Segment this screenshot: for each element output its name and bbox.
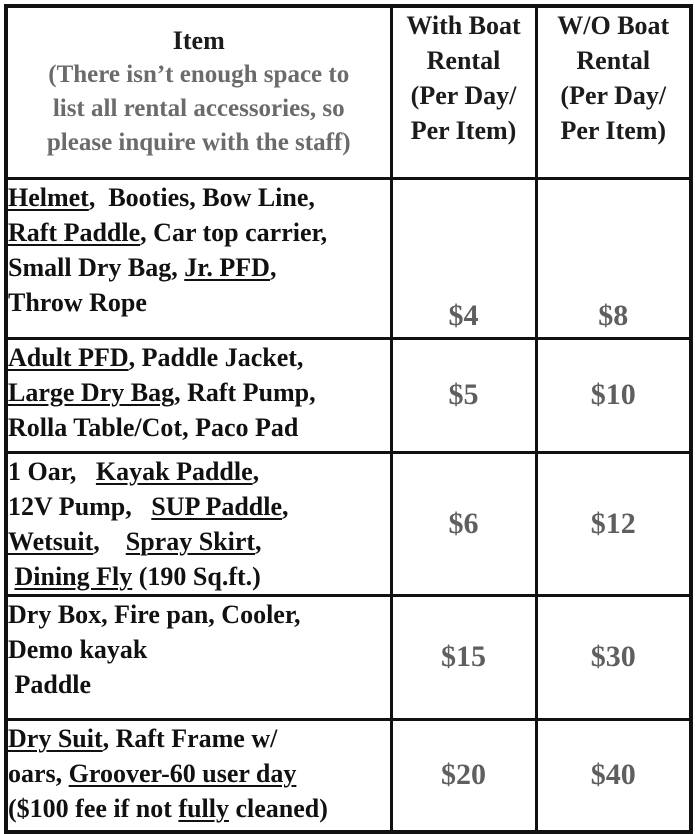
item-text: , xyxy=(255,526,262,556)
table-row xyxy=(6,452,691,595)
item-text: Small Dry Bag, xyxy=(8,252,185,282)
without-boat-column-header xyxy=(536,6,691,178)
item-line xyxy=(8,340,390,375)
item-text: cleaned) xyxy=(228,793,328,823)
item-list-cell xyxy=(6,338,391,452)
item-header-note-line: please inquire with the staff) xyxy=(46,129,351,157)
item-name-underlined: Adult PFD xyxy=(8,342,129,372)
item-list-cell xyxy=(6,178,391,338)
item-header-note-line: list all rental accessories, so xyxy=(52,95,345,123)
item-line xyxy=(8,721,390,756)
without-boat-price: $12 xyxy=(536,452,691,595)
item-text: Demo kayak xyxy=(8,634,148,664)
item-name-underlined: Large Dry Bag xyxy=(8,377,175,407)
item-list-cell xyxy=(6,452,391,595)
without-boat-price: $10 xyxy=(536,338,691,452)
item-text: , xyxy=(269,252,277,282)
item-name-underlined: fully xyxy=(178,793,229,823)
without-boat-header-line: Rental xyxy=(576,46,651,75)
with-boat-header-line: Per Item) xyxy=(410,116,517,145)
item-name-underlined: Dining Fly xyxy=(14,561,133,591)
item-text: , Raft Frame w/ xyxy=(102,723,278,753)
item-line xyxy=(8,410,390,445)
item-text: , Raft Pump, xyxy=(174,377,316,407)
item-line xyxy=(8,375,390,410)
item-name-underlined: Raft Paddle xyxy=(8,217,141,247)
item-text: (190 Sq.ft.) xyxy=(132,561,261,591)
with-boat-price: $4 xyxy=(391,178,536,338)
item-line xyxy=(8,597,390,632)
with-boat-price: $15 xyxy=(391,595,536,719)
item-text: ($100 fee if not xyxy=(8,793,179,823)
item-line xyxy=(8,791,390,826)
item-line xyxy=(8,756,390,791)
item-name-underlined: Jr. PFD xyxy=(184,252,270,282)
without-boat-header-line: W/O Boat xyxy=(557,11,670,40)
without-boat-price: $30 xyxy=(536,595,691,719)
item-text: 1 Oar, xyxy=(8,456,96,486)
item-text: 12V Pump, xyxy=(8,491,152,521)
without-boat-header-line: (Per Day/ xyxy=(560,81,667,110)
item-line xyxy=(8,215,390,250)
header-row xyxy=(6,6,691,178)
with-boat-price: $20 xyxy=(391,719,536,832)
item-line xyxy=(8,667,390,702)
item-text: Dry Box, Fire pan, Cooler, xyxy=(8,599,301,629)
with-boat-header-line: (Per Day/ xyxy=(410,81,517,110)
item-header-title: Item xyxy=(172,26,225,56)
item-text: , Paddle Jacket, xyxy=(128,342,304,372)
item-text: , xyxy=(282,491,289,521)
item-name-underlined: Dry Suit xyxy=(8,723,103,753)
item-line xyxy=(8,285,390,320)
item-list-cell xyxy=(6,595,391,719)
item-text: Paddle xyxy=(8,669,92,699)
without-boat-price: $8 xyxy=(536,178,691,338)
table-row xyxy=(6,595,691,719)
without-boat-price: $40 xyxy=(536,719,691,832)
with-boat-header-line: With Boat xyxy=(406,11,521,40)
item-name-underlined: Wetsuit xyxy=(8,526,94,556)
with-boat-column-header xyxy=(391,6,536,178)
table-row xyxy=(6,719,691,832)
table-row xyxy=(6,338,691,452)
item-line xyxy=(8,250,390,285)
item-line xyxy=(8,559,390,594)
item-text: Throw Rope xyxy=(8,287,147,317)
item-text: , xyxy=(252,456,260,486)
item-line xyxy=(8,454,390,489)
item-text: , Car top carrier, xyxy=(140,217,328,247)
item-text: , xyxy=(93,526,126,556)
item-text: , Booties, Bow Line, xyxy=(88,182,315,212)
item-line xyxy=(8,632,390,667)
item-text: oars, xyxy=(8,758,69,788)
item-line xyxy=(8,489,390,524)
item-text: Rolla Table/Cot, Paco Pad xyxy=(8,412,299,442)
with-boat-price: $6 xyxy=(391,452,536,595)
rental-price-table xyxy=(4,4,693,834)
item-name-underlined: Spray Skirt xyxy=(125,526,256,556)
item-line xyxy=(8,524,390,559)
item-column-header xyxy=(6,6,391,178)
item-line xyxy=(8,180,390,215)
table-row xyxy=(6,178,691,338)
item-list-cell xyxy=(6,719,391,832)
item-name-underlined: Helmet xyxy=(8,182,89,212)
with-boat-price: $5 xyxy=(391,338,536,452)
without-boat-header-line: Per Item) xyxy=(560,116,667,145)
with-boat-header-line: Rental xyxy=(426,46,501,75)
item-header-note-line: (There isn’t enough space to xyxy=(48,61,350,89)
item-name-underlined: SUP Paddle xyxy=(151,491,283,521)
item-name-underlined: Kayak Paddle xyxy=(95,456,253,486)
item-name-underlined: Groover-60 user day xyxy=(68,758,297,788)
